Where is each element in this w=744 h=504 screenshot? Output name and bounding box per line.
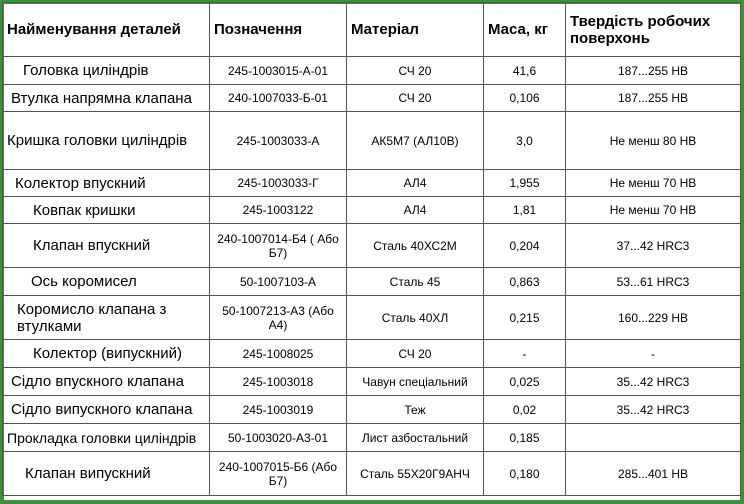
table-row [3, 112, 741, 170]
designation: 50-1007213-А3 (Або А4) [210, 296, 347, 340]
header-designation: Позначення [210, 3, 347, 57]
designation: 245-1003122 [210, 197, 347, 224]
hardness: Не менш 70 HB [566, 170, 741, 197]
table-row [3, 268, 741, 296]
table-row [3, 85, 741, 112]
material: СЧ 20 [347, 340, 484, 368]
part-name: Ковпак кришки [3, 197, 210, 224]
hardness: 37...42 HRC3 [566, 224, 741, 268]
mass: - [484, 340, 566, 368]
material: Сталь 55Х20Г9АНЧ [347, 452, 484, 496]
header-hardness: Твердість робочих поверхонь [566, 3, 741, 57]
designation: 245-1003019 [210, 396, 347, 424]
material: АЛ4 [347, 197, 484, 224]
part-name: Ось коромисел [3, 268, 210, 296]
designation: 240-1007033-Б-01 [210, 85, 347, 112]
part-name: Коромисло клапана з втулками [3, 296, 210, 340]
table-row [3, 170, 741, 197]
designation: 240-1007015-Б6 (Або Б7) [210, 452, 347, 496]
parts-table [2, 2, 741, 496]
table-row [3, 396, 741, 424]
mass: 3,0 [484, 112, 566, 170]
hardness: 160...229 HB [566, 296, 741, 340]
mass: 0,02 [484, 396, 566, 424]
designation: 245-1003015-А-01 [210, 57, 347, 85]
hardness: 35...42 HRC3 [566, 396, 741, 424]
header-material: Матеріал [347, 3, 484, 57]
mass: 41,6 [484, 57, 566, 85]
material: СЧ 20 [347, 57, 484, 85]
material: СЧ 20 [347, 85, 484, 112]
table-row [3, 224, 741, 268]
hardness: 53...61 HRC3 [566, 268, 741, 296]
header-part-name: Найменування деталей [3, 3, 210, 57]
material: АЛ4 [347, 170, 484, 197]
designation: 245-1003033-Г [210, 170, 347, 197]
hardness: 187...255 HB [566, 57, 741, 85]
mass: 0,215 [484, 296, 566, 340]
hardness: Не менш 80 HB [566, 112, 741, 170]
part-name: Клапан впускний [3, 224, 210, 268]
part-name: Сідло впускного клапана [3, 368, 210, 396]
hardness: - [566, 340, 741, 368]
hardness: 285...401 HB [566, 452, 741, 496]
part-name: Клапан випускний [3, 452, 210, 496]
material: Сталь 40ХЛ [347, 296, 484, 340]
designation: 50-1003020-А3-01 [210, 424, 347, 452]
hardness [566, 424, 741, 452]
mass: 0,180 [484, 452, 566, 496]
part-name: Колектор впускний [3, 170, 210, 197]
designation: 240-1007014-Б4 ( Або Б7) [210, 224, 347, 268]
mass: 1,81 [484, 197, 566, 224]
hardness: Не менш 70 HB [566, 197, 741, 224]
table-row [3, 368, 741, 396]
mass: 0,025 [484, 368, 566, 396]
table-row [3, 452, 741, 496]
part-name: Колектор (випускний) [3, 340, 210, 368]
hardness: 35...42 HRC3 [566, 368, 741, 396]
header-row [3, 3, 741, 57]
mass: 0,204 [484, 224, 566, 268]
designation: 245-1008025 [210, 340, 347, 368]
table-row [3, 340, 741, 368]
part-name: Сідло випускного клапана [3, 396, 210, 424]
mass: 1,955 [484, 170, 566, 197]
designation: 245-1003018 [210, 368, 347, 396]
designation: 245-1003033-А [210, 112, 347, 170]
material: Сталь 45 [347, 268, 484, 296]
mass: 0,863 [484, 268, 566, 296]
material: АК5М7 (АЛ10В) [347, 112, 484, 170]
table-row [3, 57, 741, 85]
material: Чавун спеціальний [347, 368, 484, 396]
part-name: Головка циліндрів [3, 57, 210, 85]
material: Теж [347, 396, 484, 424]
part-name: Втулка напрямна клапана [3, 85, 210, 112]
designation: 50-1007103-А [210, 268, 347, 296]
mass: 0,185 [484, 424, 566, 452]
table-row [3, 296, 741, 340]
header-mass: Маса, кг [484, 3, 566, 57]
part-name: Кришка головки циліндрів [3, 112, 210, 170]
mass: 0,106 [484, 85, 566, 112]
material: Сталь 40ХС2М [347, 224, 484, 268]
material: Лист азбостальний [347, 424, 484, 452]
table-row [3, 197, 741, 224]
hardness: 187...255 HB [566, 85, 741, 112]
table-row [3, 424, 741, 452]
part-name: Прокладка головки циліндрів [3, 424, 210, 452]
